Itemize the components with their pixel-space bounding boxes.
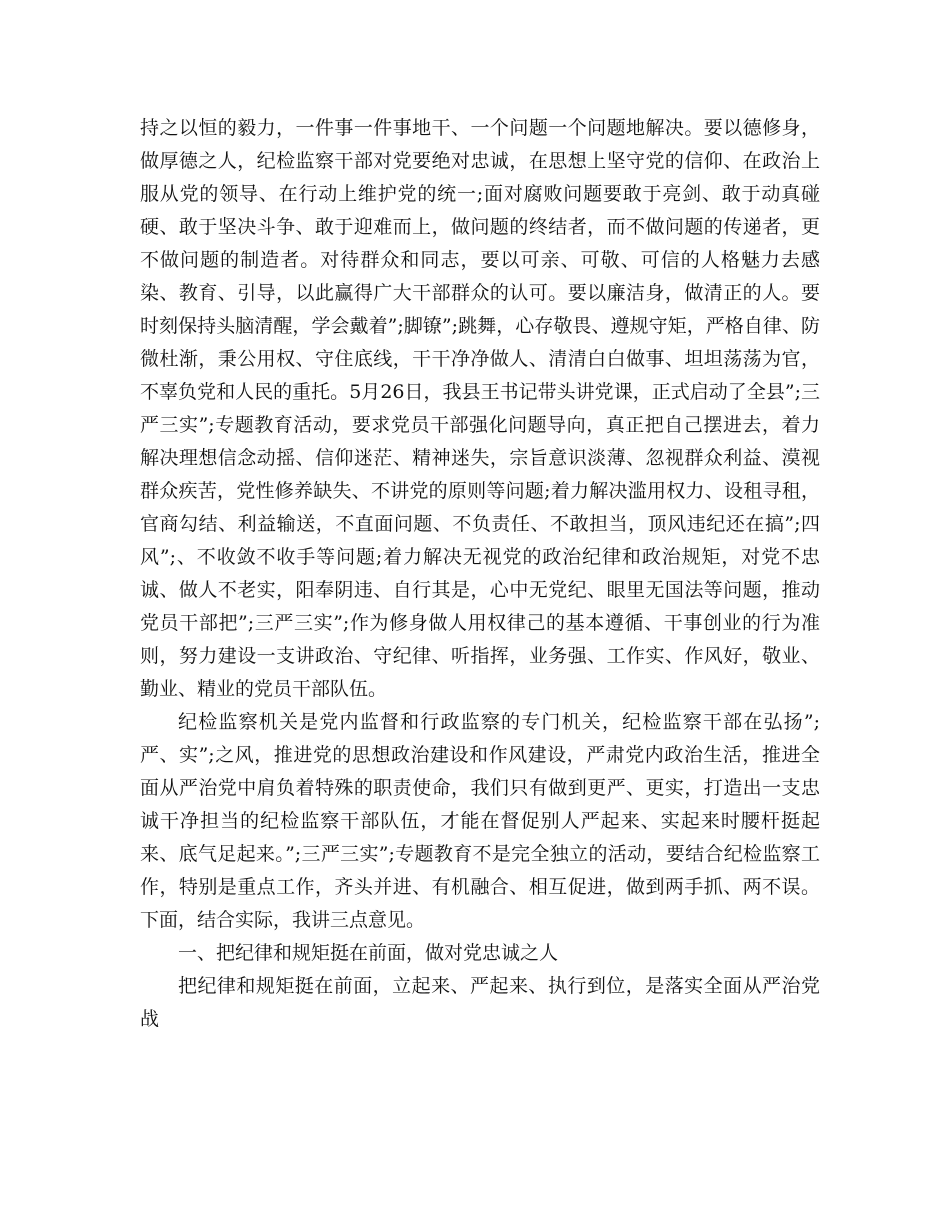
document-body <box>140 112 820 1036</box>
body-paragraph: 纪检监察机关是党内监督和行政监察的专门机关，纪检监察干部在弘扬”;严、实”;之风，推进党的思想政治建设和作风建设，严肃党内政治生活，推进全面从严治党中肩负着特殊的职责使命，我们只有做到更严、更实，打造出一支忠诚干净担当的纪检监察干部队伍，才能在督促别人严起来、实起来时腰杆挺起来、底气足起来。”;三严三实”;专题教育不是完全独立的活动，要结合纪检监察工作，特别是重点工作，齐头并进、有机融合、相互促进，做到两手抓、两不误。下面，结合实际，我讲三点意见。 <box>140 711 820 931</box>
body-paragraph: 把纪律和规矩挺在前面，立起来、严起来、执行到位，是落实全面从严治党战 <box>140 975 820 1030</box>
body-paragraph: 持之以恒的毅力，一件事一件事地干、一个问题一个问题地解决。要以德修身，做厚德之人，纪检监察干部对党要绝对忠诚，在思想上坚守党的信仰、在政治上服从党的领导、在行动上维护党的统一;面对腐败问题要敢于亮剑、敢于动真碰硬、敢于坚决斗争、敢于迎难而上，做问题的终结者，而不做问题的传递者，更不做问题的制造者。对待群众和同志，要以可亲、可敬、可信的人格魅力去感染、教育、引导，以此赢得广大干部群众的认可。要以廉洁身，做清正的人。要时刻保持头脑清醒，学会戴着”;脚镣”;跳舞，心存敬畏、遵规守矩，严格自律、防微杜渐，秉公用权、守住底线，干干净净做人、清清白白做事、坦坦荡荡为官，不辜负党和人民的重托。5月26日，我县王书记带头讲党课，正式启动了全县”;三严三实”;专题教育活动，要求党员干部强化问题导向，真正把自己摆进去，着力解决理想信念动摇、信仰迷茫、精神迷失，宗旨意识淡薄、忽视群众利益、漠视群众疾苦，党性修养缺失、不讲党的原则等问题;着力解决滥用权力、设租寻租，官商勾结、利益输送，不直面问题、不负责任、不敢担当，顶风违纪还在搞”;四风”;、不收敛不收手等问题;着力解决无视党的政治纪律和政治规矩，对党不忠诚、做人不老实，阳奉阴违、自行其是，心中无党纪、眼里无国法等问题，推动党员干部把”;三严三实”;作为修身做人用权律己的基本遵循、干事创业的行为准则，努力建设一支讲政治、守纪律、听指挥，业务强、工作实、作风好，敬业、勤业、精业的党员干部队伍。 <box>140 117 820 700</box>
section-heading: 一、把纪律和规矩挺在前面，做对党忠诚之人 <box>178 942 559 964</box>
